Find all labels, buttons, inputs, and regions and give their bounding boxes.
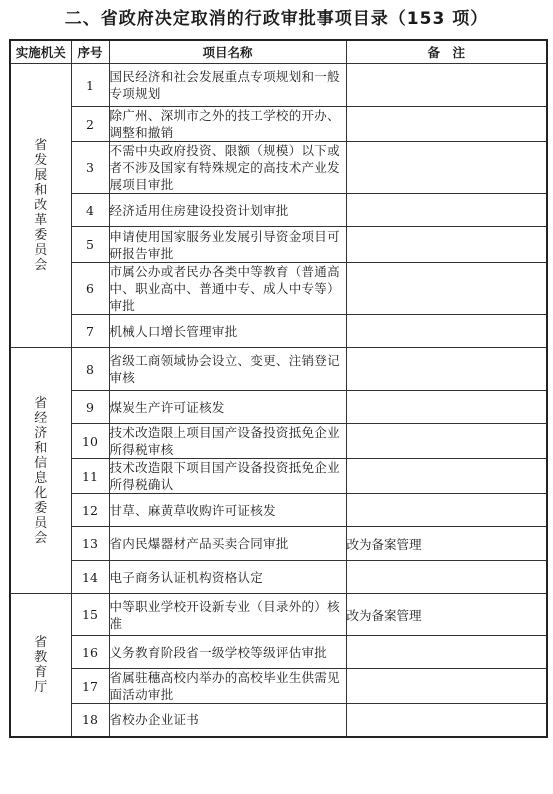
header-note: 备 注: [346, 40, 547, 64]
table-row: [10, 669, 547, 704]
table-row: [10, 348, 547, 391]
item-number: 12: [71, 494, 109, 527]
table-row: [10, 315, 547, 348]
table-row: [10, 424, 547, 459]
item-name: 经济适用住房建设投资计划审批: [109, 194, 346, 227]
table-row: [10, 263, 547, 315]
item-note: [346, 391, 547, 424]
table-row: [10, 636, 547, 669]
item-name: 甘草、麻黄草收购许可证核发: [109, 494, 346, 527]
item-name: 除广州、深圳市之外的技工学校的开办、调整和撤销: [109, 107, 346, 142]
item-note: [346, 194, 547, 227]
item-number: 5: [71, 227, 109, 263]
header-num: 序号: [71, 40, 109, 64]
table-row: [10, 527, 547, 561]
table-header-row: [10, 40, 547, 64]
item-name: 市属公办或者民办各类中等教育（普通高中、职业高中、普通中专、成人中专等）审批: [109, 263, 346, 315]
table-row: [10, 64, 547, 107]
department-cell: [10, 348, 71, 594]
approval-items-table: [9, 39, 548, 738]
table-row: [10, 391, 547, 424]
item-name: 电子商务认证机构资格认定: [109, 561, 346, 594]
table-row: [10, 107, 547, 142]
item-name: 省校办企业证书: [109, 704, 346, 737]
item-number: 6: [71, 263, 109, 315]
table-row: [10, 142, 547, 194]
item-name: 义务教育阶段省一级学校等级评估审批: [109, 636, 346, 669]
table-row: [10, 594, 547, 636]
item-number: 2: [71, 107, 109, 142]
table-row: [10, 227, 547, 263]
table-row: [10, 561, 547, 594]
item-note: 改为备案管理: [346, 527, 547, 561]
department-name: 省发展和改革委员会: [34, 138, 48, 273]
table-body: [10, 64, 547, 737]
item-name: 机械人口增长管理审批: [109, 315, 346, 348]
item-name: 煤炭生产许可证核发: [109, 391, 346, 424]
header-name: 项目名称: [109, 40, 346, 64]
item-name: 不需中央政府投资、限额（规模）以下或者不涉及国家有特殊规定的高技术产业发展项目审批: [109, 142, 346, 194]
table-row: [10, 459, 547, 494]
department-cell: [10, 594, 71, 737]
item-number: 9: [71, 391, 109, 424]
item-number: 4: [71, 194, 109, 227]
item-note: [346, 636, 547, 669]
item-note: [346, 64, 547, 107]
item-note: [346, 227, 547, 263]
item-number: 16: [71, 636, 109, 669]
item-note: [346, 348, 547, 391]
item-note: 改为备案管理: [346, 594, 547, 636]
item-number: 3: [71, 142, 109, 194]
item-number: 18: [71, 704, 109, 737]
header-dept: 实施机关: [10, 40, 71, 64]
item-name: 省级工商领域协会设立、变更、注销登记审核: [109, 348, 346, 391]
item-name: 申请使用国家服务业发展引导资金项目可研报告审批: [109, 227, 346, 263]
item-number: 11: [71, 459, 109, 494]
item-note: [346, 669, 547, 704]
item-note: [346, 142, 547, 194]
department-cell: [10, 64, 71, 348]
item-note: [346, 561, 547, 594]
item-name: 国民经济和社会发展重点专项规划和一般专项规划: [109, 64, 346, 107]
table-row: [10, 704, 547, 737]
item-number: 10: [71, 424, 109, 459]
item-note: [346, 424, 547, 459]
item-note: [346, 494, 547, 527]
item-name: 技术改造限下项目国产设备投资抵免企业所得税确认: [109, 459, 346, 494]
item-name: 中等职业学校开设新专业（目录外的）核准: [109, 594, 346, 636]
item-note: [346, 107, 547, 142]
item-number: 14: [71, 561, 109, 594]
item-note: [346, 315, 547, 348]
item-number: 8: [71, 348, 109, 391]
item-note: [346, 704, 547, 737]
table-row: [10, 194, 547, 227]
item-number: 7: [71, 315, 109, 348]
department-name: 省教育厅: [34, 634, 48, 695]
item-name: 省属驻穗高校内举办的高校毕业生供需见面活动审批: [109, 669, 346, 704]
table-row: [10, 494, 547, 527]
item-name: 技术改造限上项目国产设备投资抵免企业所得税审核: [109, 424, 346, 459]
page-title: 二、省政府决定取消的行政审批事项目录（153 项）: [64, 9, 489, 29]
item-name: 省内民爆器材产品买卖合同审批: [109, 527, 346, 561]
item-number: 1: [71, 64, 109, 107]
item-number: 15: [71, 594, 109, 636]
item-number: 17: [71, 669, 109, 704]
item-number: 13: [71, 527, 109, 561]
item-note: [346, 263, 547, 315]
department-name: 省经济和信息化委员会: [34, 395, 48, 546]
item-note: [346, 459, 547, 494]
